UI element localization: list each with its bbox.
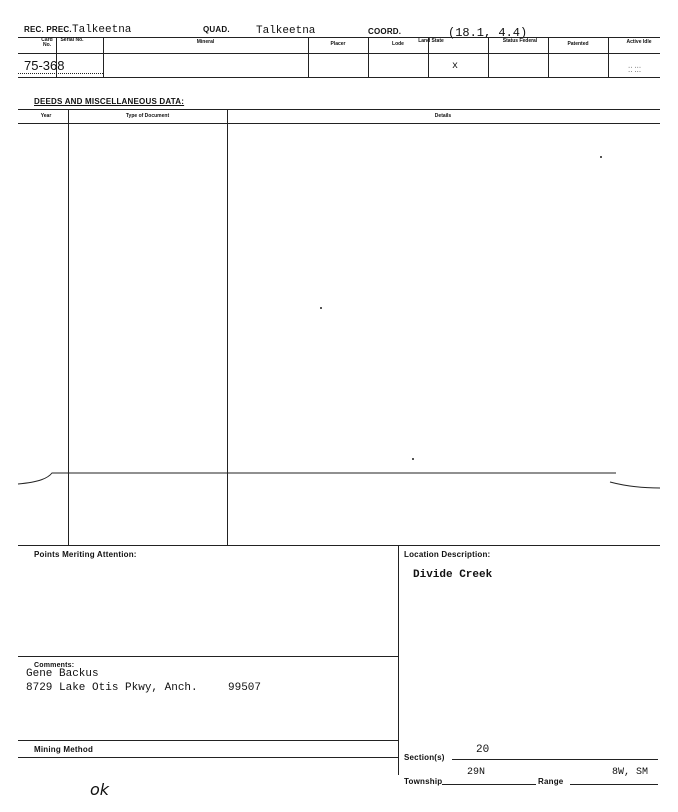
township-value: 29N	[467, 767, 486, 778]
col-placer: Placer	[330, 41, 346, 47]
col-patented: Patented	[567, 41, 589, 47]
fold-line	[0, 468, 678, 498]
mining-method-label: Mining Method	[34, 745, 94, 754]
col-active: Active Idle	[626, 39, 652, 45]
township-line	[442, 784, 536, 785]
deeds-top-line	[18, 109, 660, 110]
lower-col-div	[398, 545, 399, 775]
col-status-federal: Status Federal	[502, 38, 538, 44]
coord-value: (18.1, 4.4)	[448, 26, 528, 40]
rec-prec-value: Talkeetna	[72, 24, 132, 36]
rec-prec-label: REC. PREC.	[24, 25, 72, 34]
comments-line2: 8729 Lake Otis Pkwy, Anch.	[26, 682, 198, 694]
col-details: Details	[434, 113, 452, 119]
lower-top-line	[18, 545, 660, 546]
range-line	[570, 784, 658, 785]
header-col-div	[488, 37, 489, 77]
section-line	[452, 759, 658, 760]
comments-zip: 99507	[228, 682, 262, 694]
speck	[600, 156, 602, 158]
col-type-of-document: Type of Document	[125, 113, 170, 119]
mining-under-line	[18, 757, 398, 758]
header-top-line	[18, 37, 660, 38]
section-value: 20	[476, 744, 490, 756]
col-serial-no: Serial No.	[60, 37, 84, 43]
quad-label: QUAD.	[203, 25, 230, 34]
township-label: Township	[404, 777, 443, 786]
col-lode: Lode	[392, 41, 404, 47]
deeds-head-line	[18, 123, 660, 124]
land-state-mark: x	[452, 61, 459, 72]
speck	[412, 458, 414, 460]
header-col-div	[608, 37, 609, 77]
speck	[320, 307, 322, 309]
mining-initials: ok	[90, 780, 110, 799]
section-label: Section(s)	[404, 753, 445, 762]
header-bottom-line	[18, 77, 660, 78]
col-land-state: Land State	[418, 38, 444, 44]
col-year: Year	[40, 113, 52, 119]
comments-line1: Gene Backus	[26, 668, 99, 680]
range-label: Range	[538, 777, 564, 786]
coord-label: COORD.	[368, 27, 402, 36]
comments-top-line	[18, 656, 398, 657]
comments-label: Comments:	[34, 662, 75, 669]
points-label: Points Meriting Attention:	[34, 550, 137, 559]
range-value: 8W, SM	[612, 767, 649, 778]
header-mid-line	[18, 53, 660, 54]
location-value: Divide Creek	[413, 569, 493, 581]
col-mineral: Mineral	[196, 39, 215, 45]
location-label: Location Description:	[404, 550, 491, 559]
card-underline	[18, 73, 103, 74]
quad-value: Talkeetna	[256, 25, 316, 37]
col-card-no: Card No.	[41, 37, 53, 48]
deeds-section-title: DEEDS AND MISCELLANEOUS DATA:	[34, 97, 185, 106]
card-number: 75-368	[24, 58, 65, 73]
active-marks: ⁚⁚ ⁚⁚⁚	[628, 67, 642, 74]
mining-top-line	[18, 740, 398, 741]
